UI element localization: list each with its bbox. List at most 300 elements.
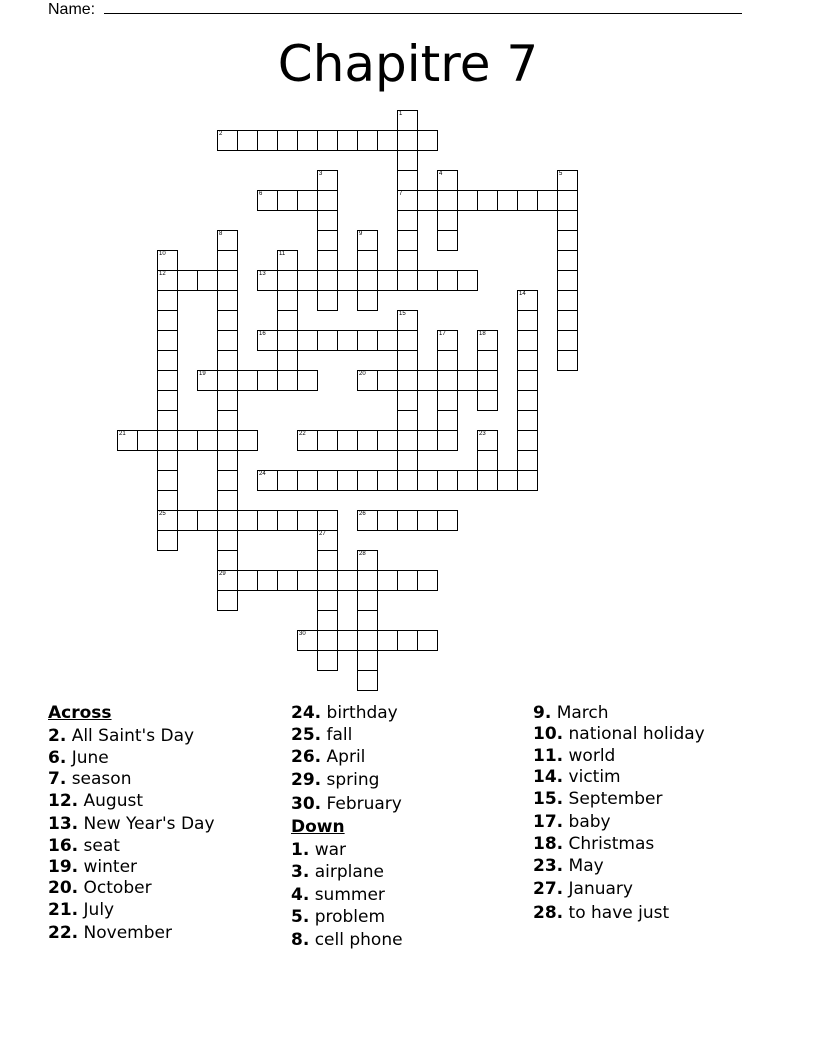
clue-text: national holiday: [568, 724, 705, 744]
grid-cell[interactable]: [357, 330, 378, 351]
grid-cell[interactable]: [457, 370, 478, 391]
grid-cell[interactable]: [317, 610, 338, 631]
grid-cell[interactable]: [357, 270, 378, 291]
clue-item: [291, 768, 403, 792]
grid-cell[interactable]: [337, 470, 358, 491]
grid-cell[interactable]: [277, 370, 298, 391]
clue-text: May: [568, 856, 604, 876]
grid-cell[interactable]: [337, 430, 358, 451]
grid-cell[interactable]: [317, 130, 338, 151]
clue-number: 20: [359, 371, 366, 377]
grid-cell[interactable]: [377, 330, 398, 351]
clue-number-label: 16.: [48, 836, 79, 856]
grid-cell[interactable]: [217, 490, 238, 511]
grid-cell[interactable]: [177, 430, 198, 451]
grid-cell[interactable]: [357, 510, 378, 531]
clue-item: [48, 836, 215, 857]
grid-cell[interactable]: [177, 510, 198, 531]
grid-cell[interactable]: [517, 410, 538, 431]
grid-cell[interactable]: [517, 390, 538, 411]
grid-cell[interactable]: [297, 430, 318, 451]
grid-cell[interactable]: [277, 510, 298, 531]
grid-cell[interactable]: [217, 590, 238, 611]
clue-text: January: [568, 879, 633, 899]
grid-cell[interactable]: [557, 270, 578, 291]
grid-cell[interactable]: [517, 450, 538, 471]
grid-cell[interactable]: [297, 190, 318, 211]
grid-cell[interactable]: [357, 650, 378, 671]
grid-cell[interactable]: [257, 190, 278, 211]
grid-cell[interactable]: [157, 250, 178, 271]
grid-cell[interactable]: [277, 270, 298, 291]
grid-cell[interactable]: [357, 250, 378, 271]
grid-cell[interactable]: [257, 510, 278, 531]
clue-item: [291, 746, 403, 768]
grid-cell[interactable]: [397, 130, 418, 151]
clue-number: 11: [279, 251, 286, 257]
grid-cell[interactable]: [277, 330, 298, 351]
grid-cell[interactable]: [357, 370, 378, 391]
grid-cell[interactable]: [437, 470, 458, 491]
grid-cell[interactable]: [257, 330, 278, 351]
clue-item: [533, 810, 705, 834]
grid-cell[interactable]: [397, 230, 418, 251]
clue-item: [533, 788, 705, 810]
grid-cell[interactable]: [257, 370, 278, 391]
grid-cell[interactable]: [397, 510, 418, 531]
grid-cell[interactable]: [397, 570, 418, 591]
clue-number-label: 30.: [291, 794, 322, 814]
grid-cell[interactable]: [397, 250, 418, 271]
grid-cell[interactable]: [517, 290, 538, 311]
grid-cell[interactable]: [357, 590, 378, 611]
clue-text: war: [314, 840, 347, 860]
grid-cell[interactable]: [217, 310, 238, 331]
grid-cell[interactable]: [417, 370, 438, 391]
grid-cell[interactable]: [437, 390, 458, 411]
grid-cell[interactable]: [317, 330, 338, 351]
grid-cell[interactable]: [417, 130, 438, 151]
grid-cell[interactable]: [357, 670, 378, 691]
grid-cell[interactable]: [297, 370, 318, 391]
clue-item: [48, 724, 215, 748]
grid-cell[interactable]: [557, 350, 578, 371]
grid-cell[interactable]: [337, 630, 358, 651]
clue-number-label: 21.: [48, 900, 79, 920]
grid-cell[interactable]: [437, 350, 458, 371]
grid-cell[interactable]: [557, 290, 578, 311]
grid-cell[interactable]: [557, 310, 578, 331]
grid-cell[interactable]: [397, 370, 418, 391]
clue-number: 17: [439, 331, 446, 337]
grid-cell[interactable]: [517, 470, 538, 491]
clue-number-label: 6.: [48, 748, 67, 768]
clue-text: summer: [314, 885, 385, 905]
grid-cell[interactable]: [377, 570, 398, 591]
grid-cell[interactable]: [357, 470, 378, 491]
clue-text: September: [568, 789, 663, 809]
clue-number-label: 9.: [533, 703, 552, 723]
clue-number: 14: [519, 291, 526, 297]
grid-cell[interactable]: [157, 450, 178, 471]
grid-cell[interactable]: [437, 370, 458, 391]
grid-cell[interactable]: [517, 350, 538, 371]
grid-cell[interactable]: [277, 350, 298, 371]
grid-cell[interactable]: [397, 470, 418, 491]
grid-cell[interactable]: [237, 370, 258, 391]
clue-text: cell phone: [314, 930, 403, 950]
clue-item: [48, 790, 215, 812]
clue-item: [48, 769, 215, 790]
grid-cell[interactable]: [497, 470, 518, 491]
grid-cell[interactable]: [297, 270, 318, 291]
grid-cell[interactable]: [317, 590, 338, 611]
grid-cell[interactable]: [257, 570, 278, 591]
page-title: Chapitre 7: [277, 35, 539, 93]
clue-number: 30: [299, 631, 306, 637]
grid-cell[interactable]: [397, 210, 418, 231]
grid-cell[interactable]: [417, 470, 438, 491]
name-label: Name:: [48, 1, 100, 18]
grid-cell[interactable]: [397, 190, 418, 211]
grid-cell[interactable]: [437, 170, 458, 191]
clue-number-label: 28.: [533, 903, 564, 923]
clue-number-label: 5.: [291, 907, 310, 927]
grid-cell[interactable]: [357, 230, 378, 251]
clue-text: birthday: [326, 703, 398, 723]
grid-cell[interactable]: [277, 250, 298, 271]
grid-cell[interactable]: [157, 310, 178, 331]
grid-cell[interactable]: [217, 130, 238, 151]
grid-cell[interactable]: [257, 270, 278, 291]
clue-text: season: [71, 769, 132, 789]
grid-cell[interactable]: [277, 310, 298, 331]
grid-cell[interactable]: [397, 310, 418, 331]
clue-number-label: 1.: [291, 840, 310, 860]
grid-cell[interactable]: [557, 230, 578, 251]
grid-cell[interactable]: [237, 130, 258, 151]
clue-text: seat: [83, 836, 120, 856]
grid-cell[interactable]: [197, 510, 218, 531]
grid-cell[interactable]: [197, 430, 218, 451]
clue-text: June: [71, 748, 109, 768]
grid-cell[interactable]: [157, 290, 178, 311]
grid-cell[interactable]: [377, 630, 398, 651]
clue-number-label: 19.: [48, 857, 79, 877]
across-heading: Across: [48, 703, 112, 723]
clue-column-3: [533, 702, 705, 925]
grid-cell[interactable]: [157, 350, 178, 371]
clue-item: [291, 724, 403, 746]
grid-cell[interactable]: [197, 370, 218, 391]
grid-cell[interactable]: [217, 570, 238, 591]
grid-cell[interactable]: [417, 630, 438, 651]
grid-cell[interactable]: [337, 270, 358, 291]
grid-cell[interactable]: [377, 510, 398, 531]
grid-cell[interactable]: [397, 330, 418, 351]
clue-item: [48, 921, 215, 945]
grid-cell[interactable]: [217, 430, 238, 451]
clue-number-label: 7.: [48, 769, 67, 789]
clue-number: 6: [259, 191, 263, 197]
grid-cell[interactable]: [357, 550, 378, 571]
clue-item: [291, 883, 403, 907]
grid-cell[interactable]: [397, 110, 418, 131]
clue-number: 9: [359, 231, 363, 237]
clue-number: 28: [359, 551, 366, 557]
clue-item: [533, 901, 705, 925]
grid-cell[interactable]: [397, 410, 418, 431]
grid-cell[interactable]: [477, 450, 498, 471]
grid-cell[interactable]: [397, 450, 418, 471]
grid-cell[interactable]: [317, 550, 338, 571]
grid-cell[interactable]: [317, 190, 338, 211]
grid-cell[interactable]: [217, 550, 238, 571]
grid-cell[interactable]: [357, 570, 378, 591]
grid-cell[interactable]: [557, 170, 578, 191]
clue-number: 4: [439, 171, 443, 177]
grid-cell[interactable]: [377, 370, 398, 391]
grid-cell[interactable]: [257, 130, 278, 151]
grid-cell[interactable]: [317, 470, 338, 491]
grid-cell[interactable]: [277, 190, 298, 211]
grid-cell[interactable]: [277, 130, 298, 151]
grid-cell[interactable]: [217, 530, 238, 551]
grid-cell[interactable]: [317, 530, 338, 551]
grid-cell[interactable]: [557, 190, 578, 211]
grid-cell[interactable]: [377, 430, 398, 451]
grid-cell[interactable]: [217, 350, 238, 371]
grid-cell[interactable]: [477, 350, 498, 371]
grid-cell[interactable]: [157, 330, 178, 351]
grid-cell[interactable]: [317, 290, 338, 311]
clue-text: victim: [568, 767, 621, 787]
grid-cell[interactable]: [297, 470, 318, 491]
grid-cell[interactable]: [157, 490, 178, 511]
clue-item: [48, 899, 215, 921]
grid-cell[interactable]: [217, 510, 238, 531]
grid-cell[interactable]: [317, 650, 338, 671]
grid-cell[interactable]: [557, 250, 578, 271]
grid-cell[interactable]: [297, 570, 318, 591]
grid-cell[interactable]: [377, 470, 398, 491]
clue-number-label: 3.: [291, 862, 310, 882]
clue-item: [291, 928, 403, 952]
grid-cell[interactable]: [477, 370, 498, 391]
clue-item: [48, 748, 215, 769]
grid-cell[interactable]: [157, 390, 178, 411]
grid-cell[interactable]: [317, 630, 338, 651]
clue-item: [533, 745, 705, 767]
clue-text: spring: [326, 770, 380, 790]
grid-cell[interactable]: [157, 510, 178, 531]
grid-cell[interactable]: [397, 150, 418, 171]
clue-item: [291, 862, 403, 883]
grid-cell[interactable]: [477, 190, 498, 211]
grid-cell[interactable]: [217, 330, 238, 351]
grid-cell[interactable]: [217, 290, 238, 311]
grid-cell[interactable]: [117, 430, 138, 451]
grid-cell[interactable]: [257, 470, 278, 491]
grid-cell[interactable]: [157, 430, 178, 451]
clue-text: Christmas: [568, 834, 655, 854]
clue-number: 12: [159, 271, 166, 277]
grid-cell[interactable]: [197, 270, 218, 291]
grid-cell[interactable]: [437, 210, 458, 231]
grid-cell[interactable]: [457, 190, 478, 211]
clue-number: 22: [299, 431, 306, 437]
grid-cell[interactable]: [477, 430, 498, 451]
grid-cell[interactable]: [357, 130, 378, 151]
grid-cell[interactable]: [517, 330, 538, 351]
clue-number: 21: [119, 431, 126, 437]
grid-cell[interactable]: [157, 470, 178, 491]
clue-item: [291, 792, 403, 816]
grid-cell[interactable]: [397, 350, 418, 371]
grid-cell[interactable]: [397, 430, 418, 451]
clue-column-1: [48, 702, 215, 945]
grid-cell[interactable]: [437, 270, 458, 291]
grid-cell[interactable]: [317, 170, 338, 191]
grid-cell[interactable]: [217, 390, 238, 411]
grid-cell[interactable]: [437, 190, 458, 211]
grid-cell[interactable]: [337, 130, 358, 151]
grid-cell[interactable]: [317, 210, 338, 231]
clue-item: [533, 855, 705, 877]
clue-number-label: 8.: [291, 930, 310, 950]
grid-cell[interactable]: [277, 470, 298, 491]
grid-cell[interactable]: [417, 430, 438, 451]
grid-cell[interactable]: [297, 330, 318, 351]
grid-cell[interactable]: [177, 270, 198, 291]
grid-cell[interactable]: [277, 570, 298, 591]
grid-cell[interactable]: [317, 510, 338, 531]
grid-cell[interactable]: [217, 270, 238, 291]
grid-cell[interactable]: [217, 410, 238, 431]
clue-text: baby: [568, 812, 611, 832]
grid-cell[interactable]: [517, 190, 538, 211]
grid-cell[interactable]: [337, 330, 358, 351]
grid-cell[interactable]: [157, 270, 178, 291]
clue-text: November: [83, 923, 172, 943]
grid-cell[interactable]: [217, 370, 238, 391]
grid-cell[interactable]: [497, 190, 518, 211]
grid-cell[interactable]: [557, 330, 578, 351]
grid-cell[interactable]: [317, 230, 338, 251]
grid-cell[interactable]: [237, 570, 258, 591]
grid-cell[interactable]: [377, 270, 398, 291]
grid-cell[interactable]: [317, 430, 338, 451]
clue-item: [48, 878, 215, 899]
grid-cell[interactable]: [437, 410, 458, 431]
grid-cell[interactable]: [397, 390, 418, 411]
clue-text: All Saint's Day: [71, 726, 195, 746]
grid-cell[interactable]: [297, 130, 318, 151]
grid-cell[interactable]: [217, 230, 238, 251]
clue-number: 15: [399, 311, 406, 317]
grid-cell[interactable]: [357, 630, 378, 651]
clue-text: February: [326, 794, 402, 814]
grid-cell[interactable]: [417, 190, 438, 211]
grid-cell[interactable]: [357, 610, 378, 631]
clue-text: August: [83, 791, 144, 811]
grid-cell[interactable]: [437, 510, 458, 531]
grid-cell[interactable]: [557, 210, 578, 231]
grid-cell[interactable]: [237, 430, 258, 451]
grid-cell[interactable]: [277, 290, 298, 311]
clue-number: 5: [559, 171, 563, 177]
clue-number: 25: [159, 511, 166, 517]
grid-cell[interactable]: [357, 430, 378, 451]
clue-text: winter: [83, 857, 138, 877]
grid-cell[interactable]: [417, 510, 438, 531]
grid-cell[interactable]: [217, 470, 238, 491]
grid-cell[interactable]: [437, 230, 458, 251]
clue-number-label: 12.: [48, 791, 79, 811]
grid-cell[interactable]: [237, 510, 258, 531]
clue-number-label: 10.: [533, 724, 564, 744]
grid-cell[interactable]: [477, 470, 498, 491]
clue-text: airplane: [314, 862, 384, 882]
clue-number-label: 2.: [48, 726, 67, 746]
grid-cell[interactable]: [357, 290, 378, 311]
grid-cell[interactable]: [537, 190, 558, 211]
grid-cell[interactable]: [217, 450, 238, 471]
grid-cell[interactable]: [477, 390, 498, 411]
grid-cell[interactable]: [437, 330, 458, 351]
grid-cell[interactable]: [457, 270, 478, 291]
grid-cell[interactable]: [317, 570, 338, 591]
grid-cell[interactable]: [517, 370, 538, 391]
grid-cell[interactable]: [397, 170, 418, 191]
clue-text: New Year's Day: [83, 814, 215, 834]
clue-item: [533, 834, 705, 855]
grid-cell[interactable]: [397, 630, 418, 651]
clue-item: [533, 724, 705, 745]
grid-cell[interactable]: [337, 570, 358, 591]
clue-text: April: [326, 747, 366, 767]
grid-cell[interactable]: [457, 470, 478, 491]
grid-cell[interactable]: [137, 430, 158, 451]
grid-cell[interactable]: [417, 570, 438, 591]
grid-cell[interactable]: [397, 270, 418, 291]
down-heading: Down: [291, 817, 345, 837]
clue-text: October: [83, 878, 152, 898]
grid-cell[interactable]: [317, 250, 338, 271]
clue-text: March: [556, 703, 609, 723]
grid-cell[interactable]: [517, 310, 538, 331]
grid-cell[interactable]: [437, 430, 458, 451]
clue-item: [533, 767, 705, 788]
grid-cell[interactable]: [417, 270, 438, 291]
grid-cell[interactable]: [157, 370, 178, 391]
clue-number-label: 13.: [48, 814, 79, 834]
grid-cell[interactable]: [157, 530, 178, 551]
grid-cell[interactable]: [297, 510, 318, 531]
clue-number-label: 4.: [291, 885, 310, 905]
clue-item: [533, 877, 705, 901]
grid-cell[interactable]: [517, 430, 538, 451]
grid-cell[interactable]: [217, 250, 238, 271]
clue-number: 10: [159, 251, 166, 257]
grid-cell[interactable]: [477, 330, 498, 351]
grid-cell[interactable]: [377, 130, 398, 151]
grid-cell[interactable]: [157, 410, 178, 431]
grid-cell[interactable]: [317, 270, 338, 291]
clue-item: [291, 702, 403, 724]
grid-cell[interactable]: [297, 630, 318, 651]
clue-number: 26: [359, 511, 366, 517]
